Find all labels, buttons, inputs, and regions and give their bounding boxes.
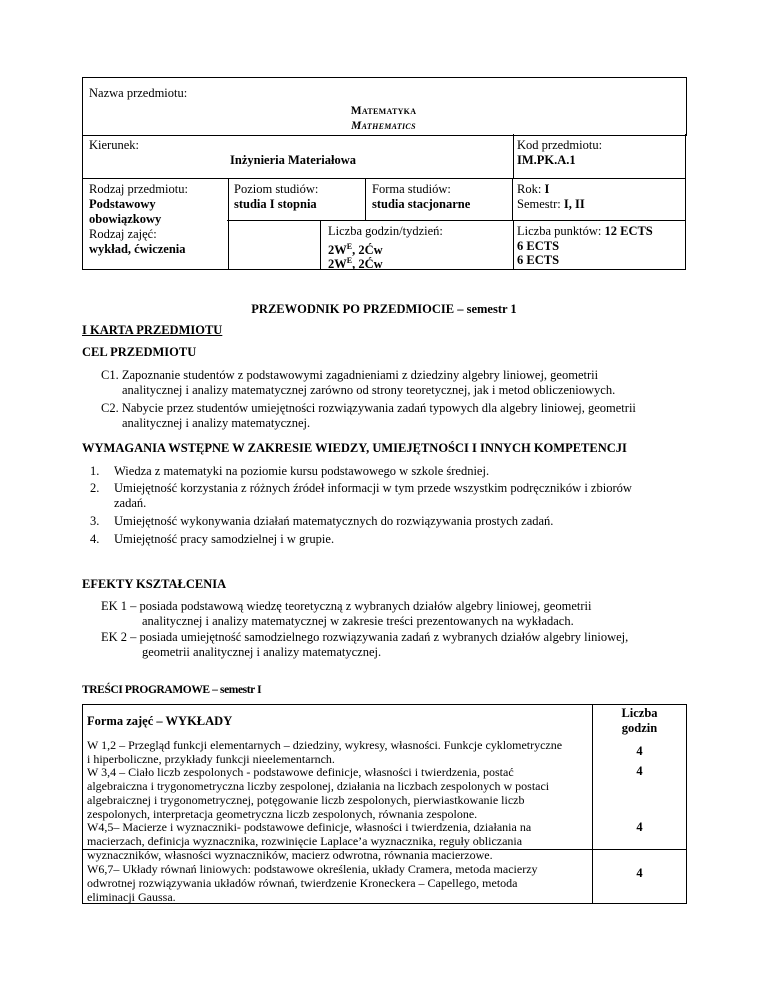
cel-c2-line1: C2. Nabycie przez studentów umiejętności rozwiązywania zadań typowych dla algebry liniowej, geometrii: [101, 401, 636, 415]
wyklady-row-1: W 1,2 – Przegląd funkcji elementarnych – dziedziny, wykresy, własności. Funkcje cyklometryczne i hiperboliczne, przykłady funkcji nieelementarnch.: [87, 738, 563, 766]
wyklady-row-3: W4,5– Macierze i wyznaczniki- podstawowe definicje, własności i twierdzenia, działania na macierzach, definicja wyznacznika, rozwinięcie Laplace’a wyznacznika, reguły obliczania wyznaczników, własności wyznaczników, macierz odwrotna, równania macierzowe.: [87, 820, 532, 862]
forma-value: studia stacjonarne: [372, 197, 471, 211]
kod-label: Kod przedmiotu:: [517, 138, 603, 152]
rodzaj-przedmiotu-value-2: obowiązkowy: [89, 212, 162, 226]
efekty-heading: EFEKTY KSZTAŁCENIA: [82, 577, 227, 591]
wymagania-item-3: 3. Umiejętność wykonywania działań matematycznych do rozwiązywania prostych zadań.: [90, 514, 554, 528]
rodzaj-zajec-label: Rodzaj zajęć:: [89, 227, 157, 241]
wymagania-item-2: 2. Umiejętność korzystania z różnych źródeł informacji w tym przede wszystkim podręczników i zbiorów zadań.: [90, 481, 632, 510]
guide-title: PRZEWODNIK PO PRZEDMIOCIE – semestr 1: [251, 302, 517, 316]
kierunek-value: Inżynieria Materiałowa: [230, 153, 357, 167]
punkty-value: 12 ECTS: [604, 224, 653, 238]
wyklady-row-2-hours: 4: [636, 764, 643, 778]
punkty-line: [517, 224, 653, 239]
ek1-line2: analitycznej i analizy matematycznej w zakresie treści prezentowanych na wykładach.: [142, 614, 574, 628]
kod-value: IM.PK.A.1: [517, 153, 576, 167]
rok-label: Rok:: [517, 182, 545, 196]
cel-c2-line2: analitycznej i analizy matematycznej.: [122, 416, 311, 430]
wyklady-col2-header: Liczba godzin: [621, 706, 658, 735]
rok-value: I: [544, 182, 550, 196]
course-title-pl: Matematyka: [350, 105, 417, 117]
nazwa-label: Nazwa przedmiotu:: [89, 86, 188, 100]
rodzaj-zajec-value: wykład, ćwiczenia: [89, 242, 186, 256]
godziny-label: Liczba godzin/tydzień:: [328, 224, 443, 238]
rodzaj-przedmiotu-value-1: Podstawowy: [89, 197, 156, 211]
wyklady-row-2: W 3,4 – Ciało liczb zespolonych - podstawowe definicje, własności i twierdzenia, postać algebraiczna i trygonometryczna liczby zespolonej, działania na liczbach zespolonych w postaci algebraicznej i trygonometrycznej, potęgowanie liczb zespolonych, pierwiastkowanie liczb zespolonych, interpretacja geometryczna liczb zespolonych, równania zespolone.: [87, 765, 550, 821]
forma-label: Forma studiów:: [372, 182, 451, 196]
ek2-line2: geometrii analitycznej i analizy matematycznej.: [142, 645, 382, 659]
ek2-line1: EK 2 – posiada umiejętność samodzielnego rozwiązywania zadań z wybranych działów algebry liniowej,: [101, 630, 629, 644]
semestr-label: Semestr:: [517, 197, 564, 211]
karta-heading: I KARTA PRZEDMIOTU: [82, 323, 223, 337]
wyklady-row-3-hours: 4: [636, 820, 643, 834]
godziny-sem2: $2W^E$, 2Ćw: [328, 256, 383, 272]
semestr-line: [517, 197, 585, 212]
semestr-value: I, II: [563, 197, 585, 211]
wyklady-row-1-hours: 4: [636, 744, 643, 758]
punkty-sem1: 6 ECTS: [517, 239, 560, 253]
wymagania-item-1: 1. Wiedza z matematyki na poziomie kursu podstawowego w szkole średniej.: [90, 464, 490, 478]
rodzaj-przedmiotu-label: Rodzaj przedmiotu:: [89, 182, 188, 196]
poziom-value: studia I stopnia: [234, 197, 317, 211]
cel-heading: CEL PRZEDMIOTU: [82, 345, 197, 359]
punkty-label: Liczba punktów:: [517, 224, 605, 238]
wyklady-row-4-hours: 4: [636, 866, 643, 880]
kierunek-label: Kierunek:: [89, 138, 139, 152]
header-cell-empty: [227, 220, 320, 270]
punkty-sem2: 6 ECTS: [517, 253, 560, 267]
ek1-line1: EK 1 – posiada podstawową wiedzę teoretyczną z wybranych działów algebry liniowej, geometrii: [101, 599, 592, 613]
poziom-label: Poziom studiów:: [234, 182, 319, 196]
wymagania-item-4: 4. Umiejętność pracy samodzielnej i w grupie.: [90, 532, 335, 546]
godziny-sem1: $2W^E$, 2Ćw: [328, 242, 383, 258]
wyklady-table-lower: [82, 848, 593, 904]
wymagania-heading: WYMAGANIA WSTĘPNE W ZAKRESIE WIEDZY, UMIEJĘTNOŚCI I INNYCH KOMPETENCJI: [82, 441, 627, 455]
wyklady-col1-header: Forma zajęć – WYKŁADY: [87, 714, 233, 728]
course-title-en: Mathematics: [351, 120, 416, 132]
cel-c1-line2: analitycznej i analizy matematycznej zarówno od strony teoretycznej, jak i metod obliczeniowych.: [122, 383, 616, 397]
rok-line: [517, 182, 549, 197]
wyklady-hours-column-lower: [591, 848, 687, 904]
tresci-heading: TREŚCI PROGRAMOWE – semestr I: [82, 684, 262, 696]
wyklady-row-4: W6,7– Układy równań liniowych: podstawowe określenia, układy Cramera, metoda macierzy odwrotnej rozwiązywania układów równań, twierdzenie Kroneckera – Capellego, metoda eliminacji Gaussa.: [87, 862, 538, 904]
cel-c1-line1: C1. Zapoznanie studentów z podstawowymi zagadnieniami z dziedziny algebry liniowej, geometrii: [101, 368, 599, 382]
